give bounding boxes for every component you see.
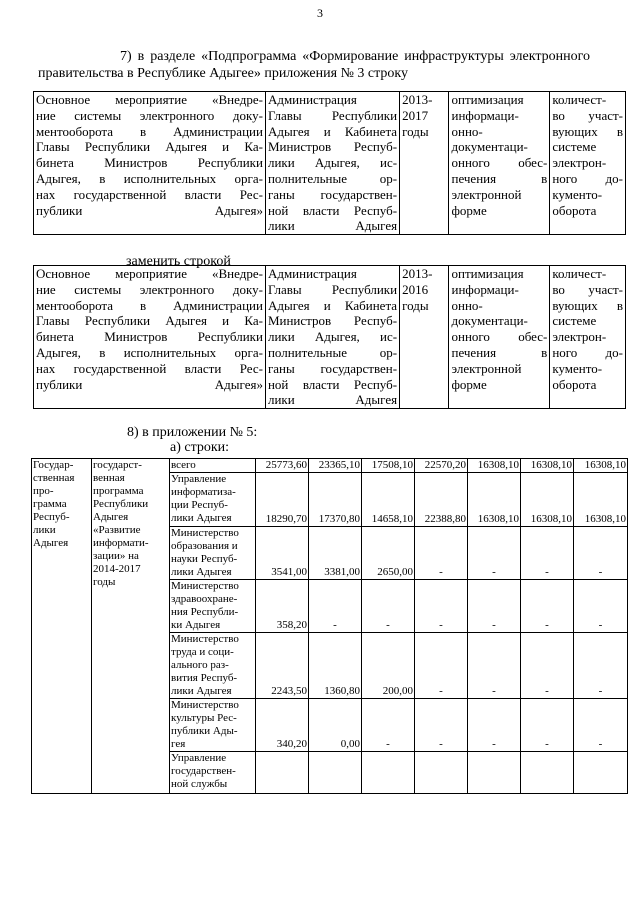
- cell-line: системе: [552, 313, 597, 329]
- cell-line: вующих в: [552, 297, 623, 313]
- cell-line: лики Адыгея: [267, 392, 398, 408]
- cell-line: форме: [451, 202, 487, 218]
- cell-line: Министров Респуб-: [267, 139, 398, 155]
- cell-line: всего: [171, 459, 196, 471]
- cell-line: ции Респуб-: [171, 499, 228, 511]
- cell-line: нах государственной власти Рес-: [36, 360, 263, 376]
- cell-line: Адыгея, в исполнительных орга-: [36, 344, 263, 360]
- cell-line: государствен-: [171, 765, 236, 777]
- cell-line: Администрация: [267, 266, 357, 281]
- cell-line: годы: [402, 297, 429, 313]
- cell-line: 2013-: [402, 266, 433, 281]
- cell-line: информатиза-: [171, 486, 236, 498]
- page-number: 3: [317, 6, 323, 20]
- cell-line: ки Адыгея: [171, 619, 221, 631]
- cell-line: документаци-: [451, 313, 528, 329]
- cell-line: количест-: [552, 92, 607, 107]
- result-cell: [449, 266, 550, 409]
- period-cell: [400, 92, 449, 235]
- value-cell: 2650,00: [362, 527, 415, 580]
- value-cell: -: [309, 580, 362, 633]
- value-cell: -: [415, 527, 468, 580]
- cell-line: Министерство: [171, 527, 239, 539]
- cell-line: «Развитие: [93, 524, 141, 536]
- cell-line: 2014-2017: [93, 563, 141, 575]
- value-cell: -: [468, 527, 521, 580]
- replace-label: заменить строкой: [126, 254, 231, 269]
- cell-line: годы: [402, 123, 429, 139]
- value-cell: -: [521, 633, 574, 699]
- cell-line: ментооборота в Администрации: [36, 123, 263, 139]
- paragraph-8a: а) строки:: [170, 440, 230, 455]
- cell-line: полнительные ор-: [267, 344, 398, 360]
- value-cell: [309, 752, 362, 794]
- value-cell: 2243,50: [256, 633, 309, 699]
- value-cell: [362, 752, 415, 794]
- value-cell: 0,00: [309, 699, 362, 752]
- executor-label-cell: [170, 527, 256, 580]
- cell-line: вития Респуб-: [171, 672, 238, 684]
- activity-cell: [34, 92, 266, 235]
- cell-line: Адыгея: [93, 511, 129, 523]
- cell-line: ние системы электронного доку-: [36, 281, 263, 297]
- value-cell: -: [521, 699, 574, 752]
- cell-line: оборота: [552, 202, 597, 218]
- value-cell: 17370,80: [309, 473, 362, 527]
- value-cell: 16308,10: [468, 459, 521, 473]
- cell-line: Управление: [171, 473, 227, 485]
- cell-line: венная: [93, 472, 125, 484]
- value-cell: -: [521, 527, 574, 580]
- value-cell: 16308,10: [521, 459, 574, 473]
- cell-line: онно-: [451, 297, 483, 313]
- value-cell: 200,00: [362, 633, 415, 699]
- executor-cell: [265, 92, 399, 235]
- indicator-cell: [550, 266, 626, 409]
- period-cell: [400, 266, 449, 409]
- value-cell: 3381,00: [309, 527, 362, 580]
- cell-line: ние системы электронного доку-: [36, 107, 263, 123]
- cell-line: Министров Респуб-: [267, 313, 398, 329]
- value-cell: -: [415, 580, 468, 633]
- cell-line: 2017: [402, 107, 429, 123]
- cell-line: оптимизация: [451, 92, 524, 107]
- executor-label-cell: [170, 633, 256, 699]
- paragraph-7: 7) в разделе «Подпрограмма «Формирование инфраструктуры электронного правительства в Республике Адыгее» приложения № 3 строку: [38, 49, 590, 81]
- cell-line: публики Адыгея»: [36, 376, 263, 392]
- cell-line: полнительные ор-: [267, 170, 398, 186]
- cell-line: бинета Министров Республики: [36, 155, 263, 171]
- cell-line: лики Адыгея: [171, 512, 232, 524]
- value-cell: 340,20: [256, 699, 309, 752]
- cell-line: ганы государствен-: [267, 186, 398, 202]
- cell-line: во участ-: [552, 107, 623, 123]
- cell-line: ментооборота в Администрации: [36, 297, 263, 313]
- cell-line: 2013-: [402, 92, 433, 107]
- cell-line: ного до-: [552, 170, 623, 186]
- cell-line: годы: [93, 576, 116, 588]
- cell-line: грамма: [33, 498, 67, 510]
- cell-line: Основное мероприятие «Внедре-: [36, 266, 263, 281]
- cell-line: Главы Республики: [267, 281, 398, 297]
- cell-line: оборота: [552, 376, 597, 392]
- value-cell: 16308,10: [574, 459, 628, 473]
- value-cell: -: [362, 580, 415, 633]
- table-row: [34, 266, 626, 409]
- value-cell: -: [574, 580, 628, 633]
- executor-label-cell: [170, 459, 256, 473]
- cell-line: информаци-: [451, 281, 519, 297]
- cell-line: гея: [171, 738, 186, 750]
- executor-label-cell: [170, 699, 256, 752]
- cell-line: системе: [552, 139, 597, 155]
- value-cell: 3541,00: [256, 527, 309, 580]
- value-cell: 1360,80: [309, 633, 362, 699]
- cell-line: Государ-: [33, 459, 74, 471]
- value-cell: -: [468, 633, 521, 699]
- cell-line: Адыгея и Кабинета: [267, 123, 398, 139]
- cell-line: Адыгея, в исполнительных орга-: [36, 170, 263, 186]
- value-cell: 16308,10: [468, 473, 521, 527]
- cell-line: количест-: [552, 266, 607, 281]
- cell-line: Республики: [93, 498, 149, 510]
- value-cell: -: [415, 699, 468, 752]
- value-cell: 358,20: [256, 580, 309, 633]
- cell-line: Респуб-: [33, 511, 70, 523]
- cell-line: нах государственной власти Рес-: [36, 186, 263, 202]
- value-cell: 25773,60: [256, 459, 309, 473]
- cell-line: лики Адыгея: [267, 218, 398, 234]
- cell-line: лики Адыгея: [171, 566, 232, 578]
- cell-line: ной службы: [171, 778, 228, 790]
- cell-line: про-: [33, 485, 54, 497]
- cell-line: труда и соци-: [171, 646, 234, 658]
- cell-line: ной власти Респуб-: [267, 376, 398, 392]
- budget-table: [31, 458, 628, 794]
- cell-line: онного обес-: [451, 155, 548, 171]
- value-cell: 16308,10: [521, 473, 574, 527]
- value-cell: 18290,70: [256, 473, 309, 527]
- cell-line: Министерство: [171, 580, 239, 592]
- cell-line: вующих в: [552, 123, 623, 139]
- cell-line: печения в: [451, 344, 548, 360]
- cell-line: зации» на: [93, 550, 139, 562]
- value-cell: 23365,10: [309, 459, 362, 473]
- executor-cell: [265, 266, 399, 409]
- cell-line: кументо-: [552, 186, 603, 202]
- cell-line: электрон-: [552, 329, 607, 345]
- cell-line: 2016: [402, 281, 429, 297]
- cell-line: культуры Рес-: [171, 712, 237, 724]
- value-cell: -: [468, 699, 521, 752]
- cell-line: Основное мероприятие «Внедре-: [36, 92, 263, 107]
- cell-line: онного обес-: [451, 329, 548, 345]
- cell-line: ной власти Респуб-: [267, 202, 398, 218]
- cell-line: лики Адыгея, ис-: [267, 155, 398, 171]
- value-cell: -: [468, 580, 521, 633]
- cell-line: Министерство: [171, 633, 239, 645]
- cell-line: образования и: [171, 540, 238, 552]
- cell-line: ального раз-: [171, 659, 229, 671]
- cell-line: Главы Республики: [267, 107, 398, 123]
- value-cell: [415, 752, 468, 794]
- value-cell: [256, 752, 309, 794]
- paragraph-8: 8) в приложении № 5:: [127, 425, 258, 440]
- cell-line: информаци-: [451, 107, 519, 123]
- cell-line: публики Ады-: [171, 725, 238, 737]
- cell-line: Управление: [171, 752, 227, 764]
- executor-label-cell: [170, 580, 256, 633]
- cell-line: лики Адыгея: [171, 685, 232, 697]
- value-cell: [468, 752, 521, 794]
- cell-line: оптимизация: [451, 266, 524, 281]
- value-cell: 22570,20: [415, 459, 468, 473]
- cell-line: Адыгея: [33, 537, 69, 549]
- value-cell: -: [521, 580, 574, 633]
- activity-cell: [34, 266, 266, 409]
- executor-label-cell: [170, 473, 256, 527]
- value-cell: -: [574, 699, 628, 752]
- cell-line: государст-: [93, 459, 142, 471]
- cell-line: ного до-: [552, 344, 623, 360]
- cell-line: кументо-: [552, 360, 603, 376]
- cell-line: во участ-: [552, 281, 623, 297]
- result-cell: [449, 92, 550, 235]
- value-cell: -: [362, 699, 415, 752]
- value-cell: 17508,10: [362, 459, 415, 473]
- cell-line: публики Адыгея»: [36, 202, 263, 218]
- cell-line: Администрация: [267, 92, 357, 107]
- cell-line: Главы Республики Адыгея и Ка-: [36, 313, 263, 329]
- cell-line: документаци-: [451, 139, 528, 155]
- indicator-cell: [550, 92, 626, 235]
- value-cell: -: [415, 633, 468, 699]
- executor-label-cell: [170, 752, 256, 794]
- cell-line: печения в: [451, 170, 548, 186]
- value-cell: 22388,80: [415, 473, 468, 527]
- cell-line: здравоохране-: [171, 593, 238, 605]
- cell-line: Адыгея и Кабинета: [267, 297, 398, 313]
- cell-line: Министерство: [171, 699, 239, 711]
- cell-line: лики Адыгея, ис-: [267, 329, 398, 345]
- value-cell: [574, 752, 628, 794]
- value-cell: [521, 752, 574, 794]
- cell-line: ния Республи-: [171, 606, 239, 618]
- cell-line: электрон-: [552, 155, 607, 171]
- new-activity-row-table: [33, 265, 626, 409]
- cell-line: ганы государствен-: [267, 360, 398, 376]
- cell-line: бинета Министров Республики: [36, 329, 263, 345]
- cell-line: электронной: [451, 186, 522, 202]
- table-row: [34, 92, 626, 235]
- table-row: [32, 459, 628, 473]
- value-cell: -: [574, 633, 628, 699]
- cell-line: онно-: [451, 123, 483, 139]
- cell-line: форме: [451, 376, 487, 392]
- cell-line: электронной: [451, 360, 522, 376]
- value-cell: 16308,10: [574, 473, 628, 527]
- cell-line: программа: [93, 485, 144, 497]
- cell-line: науки Респуб-: [171, 553, 238, 565]
- cell-line: информати-: [93, 537, 149, 549]
- program-name-cell: [92, 459, 170, 794]
- program-status-cell: [32, 459, 92, 794]
- cell-line: ственная: [33, 472, 75, 484]
- value-cell: 14658,10: [362, 473, 415, 527]
- value-cell: -: [574, 527, 628, 580]
- cell-line: лики: [33, 524, 56, 536]
- cell-line: Главы Республики Адыгея и Ка-: [36, 139, 263, 155]
- old-activity-row-table: [33, 91, 626, 235]
